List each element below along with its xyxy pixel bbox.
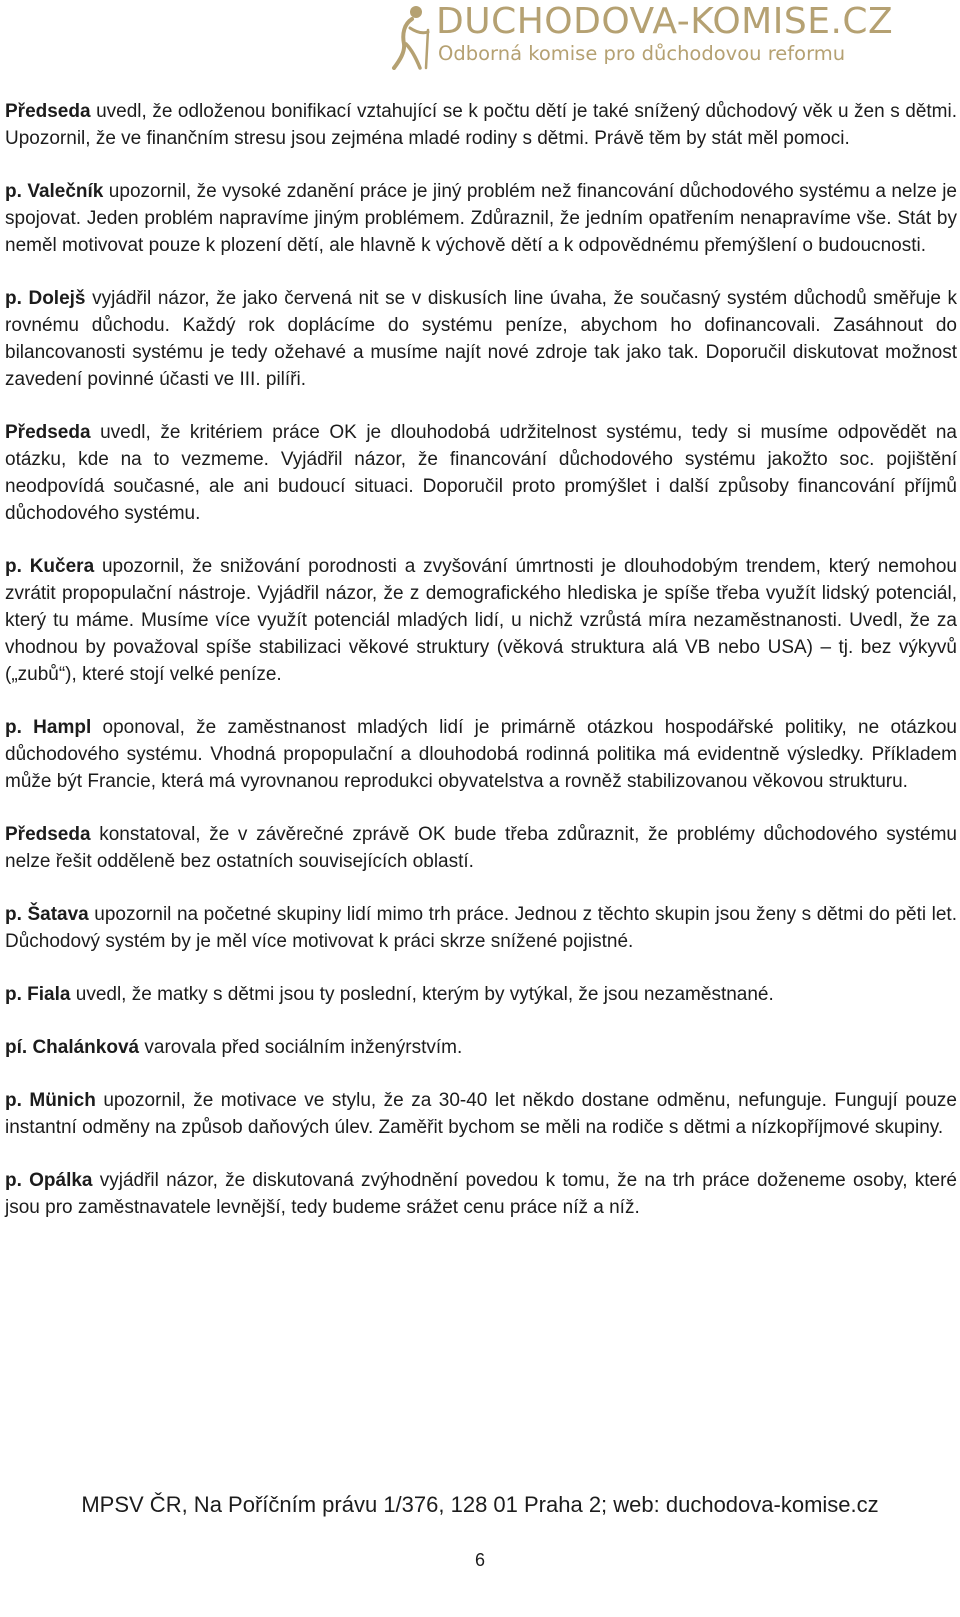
logo-title: DUCHODOVA-KOMISE.CZ	[436, 1, 894, 42]
paragraph	[5, 714, 957, 795]
paragraph	[5, 1167, 957, 1221]
paragraph-text: upozornil, že vysoké zdanění práce je jiný problém než financování důchodového systému a nelze je spojovat. Jeden problém napravíme jiným problémem. Zdůraznil, že jedním opatřením nenapravíme vše. Stát by neměl motivovat pouze k plození dětí, ale hlavně k výchově dětí a k odpovědnému přemýšlení o budoucnosti.	[5, 181, 957, 256]
paragraph	[5, 981, 957, 1008]
paragraph-text: upozornil, že snižování porodnosti a zvyšování úmrtnosti je dlouhodobým trendem, který nemohou zvrátit propopulační nástroje. Vyjádřil názor, že z demografického hlediska je spíše třeba využít lidský potenciál, který tu máme. Musíme více využít potenciál mladých lidí, u nichž vzrůstá míra nezaměstnanosti. Uvedl, že za vhodnou by považoval spíše stabilizaci věkové struktury (věková struktura alá VB nebo USA) – tj. bez výkyvů („zubů“), které stojí velké peníze.	[5, 556, 957, 685]
paragraph-text: uvedl, že kritériem práce OK je dlouhodobá udržitelnost systému, tedy si musíme odpovědět na otázku, kde na to vezmeme. Vyjádřil názor, že financování důchodového systému jakožto soc. pojištění neodpovídá současné, ale ani budoucí situaci. Doporučil proto promýšlet i další způsoby financování příjmů důchodového systému.	[5, 422, 957, 524]
logo-figure-icon	[386, 4, 434, 70]
speaker-name: pí. Chalánková	[5, 1037, 140, 1058]
paragraph	[5, 285, 957, 393]
speaker-name: p. Šatava	[5, 904, 89, 925]
paragraph	[5, 1034, 957, 1061]
paragraph-text: konstatoval, že v závěrečné zprávě OK bude třeba zdůraznit, že problémy důchodového systému nelze řešit odděleně bez ostatních souvisejících oblastí.	[5, 824, 957, 872]
speaker-name: p. Münich	[5, 1090, 96, 1111]
page-number: 6	[474, 1550, 485, 1570]
document-body	[5, 98, 957, 1247]
speaker-name: p. Fiala	[5, 984, 71, 1005]
speaker-name: p. Hampl	[5, 717, 92, 738]
speaker-name: Předseda	[5, 824, 91, 845]
speaker-name: p. Kučera	[5, 556, 95, 577]
paragraph	[5, 821, 957, 875]
speaker-name: p. Valečník	[5, 181, 104, 202]
paragraph	[5, 419, 957, 527]
paragraph-text: upozornil, že motivace ve stylu, že za 30-40 let někdo dostane odměnu, nefunguje. Fungují pouze instantní odměny na způsob daňových úlev. Zaměřit bychom se měli na rodiče s dětmi a nízkopříjmové skupiny.	[5, 1090, 957, 1138]
speaker-name: p. Dolejš	[5, 288, 86, 309]
speaker-name: Předseda	[5, 101, 91, 122]
speaker-name: p. Opálka	[5, 1170, 93, 1191]
paragraph-text: varovala před sociálním inženýrstvím.	[139, 1037, 463, 1058]
paragraph-text: uvedl, že odloženou bonifikací vztahující se k počtu dětí je také snížený důchodový věk u žen s dětmi. Upozornil, že ve finančním stresu jsou zejména mladé rodiny s dětmi. Právě těm by stát měl pomoci.	[5, 101, 957, 149]
paragraph-text: vyjádřil názor, že diskutovaná zvýhodnění povedou k tomu, že na trh práce doženeme osoby, které jsou pro zaměstnavatele levnější, tedy budeme srážet cenu práce níž a níž.	[5, 1170, 958, 1218]
paragraph-text: vyjádřil názor, že jako červená nit se v diskusích line úvaha, že současný systém důchodů směřuje k rovnému důchodu. Každý rok doplácíme do systému peníze, abychom ho dofinancovali. Zasáhnout do bilancovanosti systému je tedy ožehavé a musíme najít nové zdroje tak jako tak. Doporučil diskutovat možnost zavedení povinné účasti ve III. pilíři.	[5, 288, 957, 390]
paragraph-text: upozornil na početné skupiny lidí mimo trh práce. Jednou z těchto skupin jsou ženy s dětmi do pěti let. Důchodový systém by je měl více motivovat k práci skrze snížené pojistné.	[5, 904, 957, 952]
speaker-name: Předseda	[5, 422, 91, 443]
paragraph	[5, 901, 957, 955]
paragraph	[5, 1087, 957, 1141]
footer-address: MPSV ČR, Na Poříčním právu 1/376, 128 01 Praha 2; web: duchodova-komise.cz	[81, 1492, 879, 1517]
paragraph	[5, 98, 957, 152]
logo-tagline: Odborná komise pro důchodovou reformu	[438, 42, 846, 65]
header-logo	[386, 0, 960, 74]
paragraph	[5, 553, 957, 688]
paragraph-text: uvedl, že matky s dětmi jsou ty poslední, kterým by vytýkal, že jsou nezaměstnané.	[70, 984, 774, 1005]
paragraph-text: oponoval, že zaměstnanost mladých lidí je primárně otázkou hospodářské politiky, ne otázkou důchodového systému. Vhodná propopulační a dlouhodobá rodinná politika má evidentně výsledky. Příkladem může být Francie, která má vyrovnanou reprodukci obyvatelstva a rovněž stabilizovanou věkovou strukturu.	[5, 717, 957, 792]
paragraph	[5, 178, 957, 259]
